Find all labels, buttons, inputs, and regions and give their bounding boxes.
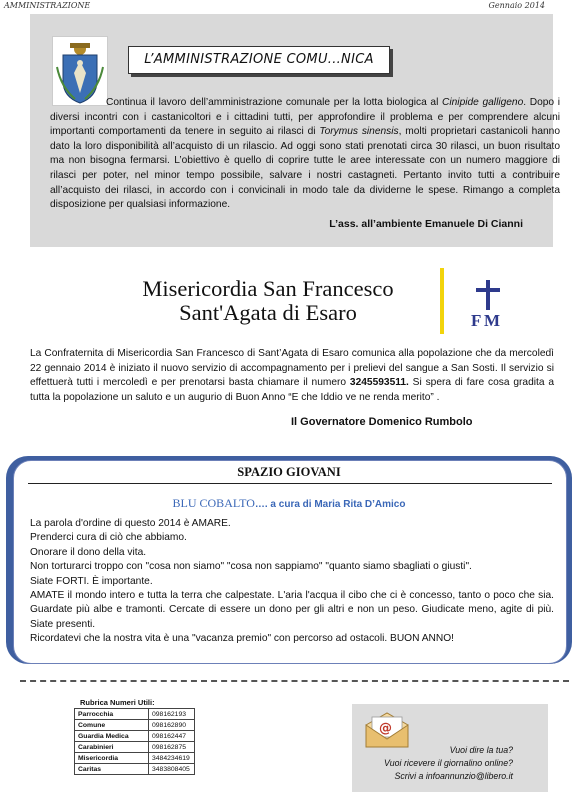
rubrica-name: Guardia Medica — [75, 731, 149, 742]
rubrica-phone: 3483808405 — [149, 764, 195, 775]
newsletter-text — [384, 744, 513, 783]
table-row — [75, 720, 195, 731]
table-row — [75, 753, 195, 764]
admin-text-part1: Continua il lavoro dell’amministrazione comunale per la lotta biologica al — [106, 97, 443, 108]
rubrica-name: Comune — [75, 720, 149, 731]
giovani-line: La parola d'ordine di questo 2014 è AMARE. — [30, 518, 231, 529]
table-row — [75, 731, 195, 742]
giovani-article — [30, 517, 554, 647]
giovani-divider — [28, 483, 552, 484]
svg-text:@: @ — [379, 721, 392, 736]
administration-title-box — [128, 46, 390, 74]
newsletter-line2: Vuoi ricevere il giornalino online? — [384, 758, 513, 768]
giovani-line: Prenderci cura di ciò che abbiamo. — [30, 532, 187, 544]
dashed-separator — [20, 680, 569, 682]
table-row — [75, 709, 195, 720]
blu-cobalto-title: BLU COBALTO — [172, 496, 255, 510]
yellow-divider — [440, 268, 444, 334]
blu-cobalto-author: …. a cura di Maria Rita D’Amico — [254, 499, 406, 510]
giovani-header: SPAZIO GIOVANI — [237, 465, 341, 479]
administration-title: L’AMMINISTRAZIONE COMU...NICA — [144, 52, 374, 67]
rubrica-name: Parrocchia — [75, 709, 149, 720]
giovani-line: Ricordatevi che la nostra vita è una "vacanza premio" con percorso ad ostacoli. BUON ANNO! — [30, 633, 454, 645]
cross-fm-logo-icon — [470, 280, 506, 328]
rubrica-phone: 098162890 — [149, 720, 195, 731]
newsletter-email-line[interactable]: Scrivi a infoannunzio@libero.it — [394, 771, 513, 781]
rubrica-phone: 3484234619 — [149, 753, 195, 764]
table-row — [75, 764, 195, 775]
newsletter-line1: Vuoi dire la tua? — [449, 745, 513, 755]
rubrica-phone: 098162447 — [149, 731, 195, 742]
giovani-line: Siate FORTI. È importante. — [30, 575, 153, 587]
misericordia-text-part2: Si spera di fare cosa gradita a tutta la popolazione un saluto e un augurio di Buon Anno “E che Iddio ve ne renda merito” . — [30, 377, 554, 403]
rubrica-title: Rubrica Numeri Utili: — [80, 698, 155, 707]
admin-text-cinipide: Cinipide galligeno — [442, 97, 524, 108]
administration-signature: L’ass. all’ambiente Emanuele Di Cianni — [329, 218, 523, 230]
admin-text-torymus: Torymus sinensis — [319, 126, 399, 138]
admin-text-part2: . Dopo i diversi incontri con i castanicoltori e i cittadini tutti, per approfondire il problema e per comprendere alcuni importanti comportamenti da tenere in seguito ai rilasci di — [50, 97, 561, 138]
table-row — [75, 742, 195, 753]
administration-article — [50, 96, 560, 213]
rubrica-table — [74, 708, 195, 775]
svg-text:M: M — [484, 311, 501, 328]
header-date: Gennaio 2014 — [488, 1, 545, 10]
giovani-line: AMATE il mondo intero e tutta la terra che calpestate. L'aria l'acqua il cibo che ci è concesso, tanto o poco che sia. Guardate più albe e tramonti. Cercate di essere un dono per gli altri e non un peso. Giudicate meno, agite di più. Siate presenti. — [30, 590, 554, 630]
header-section-label: AMMINISTRAZIONE — [4, 1, 91, 10]
giovani-line: Non torturarci troppo con "cosa non siamo" "cosa non sappiamo" "quanto siamo sbagliati o giusti". — [30, 561, 472, 573]
misericordia-title-line2: Sant'Agata di Esaro — [179, 300, 357, 325]
misericordia-phone: 3245593511. — [349, 377, 409, 389]
giovani-line: Onorare il dono della vita. — [30, 546, 147, 558]
rubrica-name: Carabinieri — [75, 742, 149, 753]
rubrica-name: Caritas — [75, 764, 149, 775]
misericordia-signature: Il Governatore Domenico Rumbolo — [291, 416, 473, 428]
rubrica-phone: 098162193 — [149, 709, 195, 720]
rubrica-phone: 098162875 — [149, 742, 195, 753]
misericordia-article — [30, 347, 554, 405]
admin-text-part3: , molti proprietari castanicoli hanno dato la loro disponibilità all’acquisto di un rilascio. Ad oggi sono stati prenotati circa 30 rilasci, un buon risultato ma non bisogna fermarsi. L’obiettivo è quello di coprire tutte le aree interessate con un numero maggiore di rilasci per poter, nel minor tempo possibile, salvare i nostri castagneti. Pertanto invito tutti a contribuire all’acquisto dei rilasci, in accordo con i convicinali in modo tale da dividerne le spese. Rimango a completa disposizione per qualsiasi informazione. — [50, 126, 560, 211]
rubrica-name: Misericordia — [75, 753, 149, 764]
administration-section — [30, 14, 561, 247]
misericordia-text-part1: La Confraternita di Misericordia San Francesco di Sant’Agata di Esaro comunica alla popolazione che da mercoledì 22 gennaio 2014 è iniziato il nuovo servizio di accompagnamento per i prelievi del sangue a San Sosti. Il servizio si effettuerà tutti i mercoledì e per prenotarsi basta chiamare il numero — [30, 348, 554, 389]
misericordia-title — [88, 277, 448, 325]
svg-text:F: F — [471, 311, 482, 328]
misericordia-title-line1: Misericordia San Francesco — [142, 276, 394, 301]
blu-cobalto-heading — [30, 496, 548, 511]
